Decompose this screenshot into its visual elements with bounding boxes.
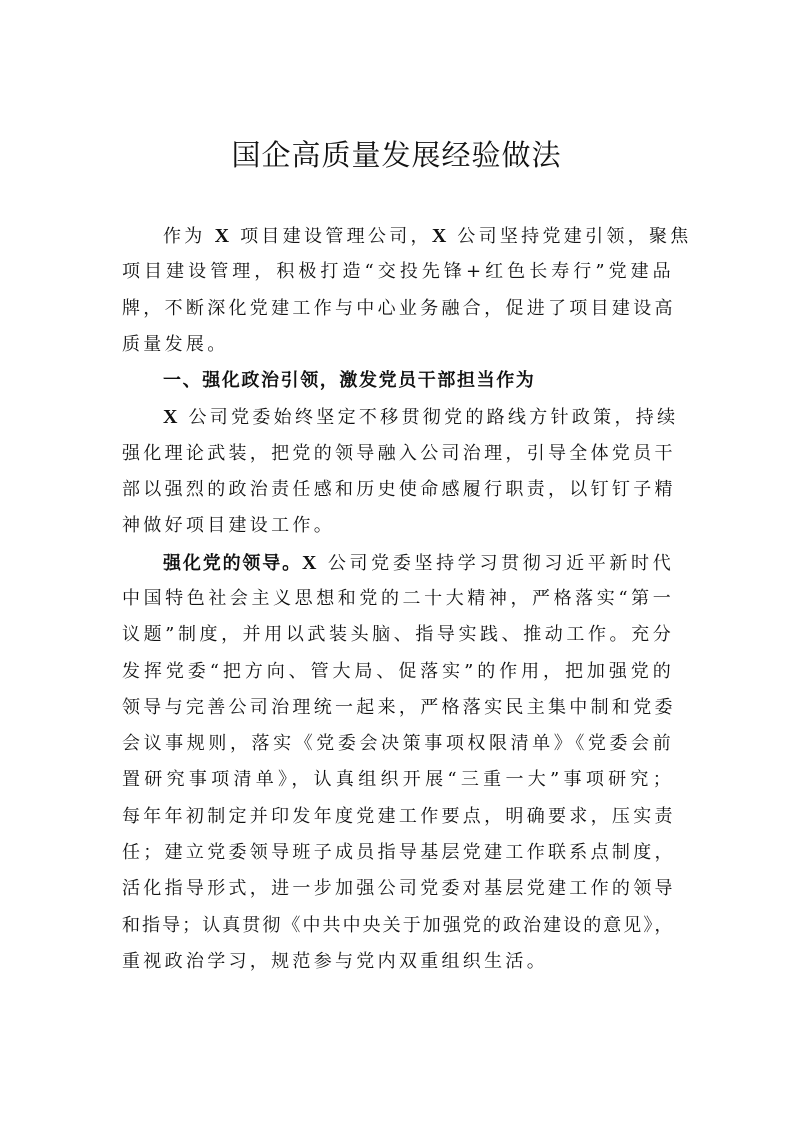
text-line: 会议事规则，落实《党委会决策事项权限清单》《党委会前 xyxy=(122,733,674,755)
text-line: 领导与完善公司治理统一起来，严格落实民主集中制和党委 xyxy=(122,696,676,718)
party-leadership-paragraph xyxy=(122,545,674,981)
text-line: 部以强烈的政治责任感和历史使命感履行职责，以钉钉子精 xyxy=(122,479,676,501)
intro-paragraph xyxy=(122,218,692,363)
text-line: 任；建立党委领导班子成员指导基层党建工作联系点制度， xyxy=(122,842,676,864)
company-x-label: X xyxy=(214,225,232,247)
document-title: 国企高质量发展经验做法 xyxy=(231,138,562,172)
text-line xyxy=(122,399,679,435)
text-line: 置研究事项清单》，认真组织开展“三重一大”事项研究； xyxy=(122,769,674,791)
text-line: 和指导；认真贯彻《中共中央关于加强党的政治建设的意见》， xyxy=(122,914,674,936)
text-line: 牌，不断深化党建工作与中心业务融合，促进了项目建设高 xyxy=(122,297,676,319)
text-line: 中国特色社会主义思想和党的二十大精神，严格落实“第一 xyxy=(122,587,674,609)
text-line: 活化指导形式，进一步加强公司党委对基层党建工作的领导 xyxy=(122,878,676,900)
text-line: 每年年初制定并印发年度党建工作要点，明确要求，压实责 xyxy=(122,805,676,827)
text-line: 项目建设管理，积极打造“交投先锋+红色长寿行”党建品 xyxy=(122,261,674,283)
text-line: 发挥党委“把方向、管大局、促落实”的作用，把加强党的 xyxy=(122,660,674,682)
text-segment: 项目建设管理公司， xyxy=(231,226,432,247)
section-intro-paragraph xyxy=(122,399,679,544)
text-line xyxy=(122,218,692,254)
text-segment: 公司党委坚持学习贯彻习近平新时代 xyxy=(318,552,675,574)
section-heading: 一、强化政治引领，激发党员干部担当作为 xyxy=(163,370,536,392)
company-x-label: X xyxy=(302,551,319,574)
text-line: 强化理论武装，把党的领导融入公司治理，引导全体党员干 xyxy=(122,442,676,464)
document-body xyxy=(122,218,692,980)
text-line: 神做好项目建设工作。 xyxy=(122,515,335,537)
text-line xyxy=(122,545,674,581)
company-x-label: X xyxy=(163,406,180,429)
text-segment: 公司坚持党建引领，聚焦 xyxy=(448,226,692,247)
text-segment: 公司党委始终坚定不移贯彻党的路线方针政策，持续 xyxy=(179,407,679,429)
text-line: 重视政治学习，规范参与党内双重组织生活。 xyxy=(122,950,548,972)
text-line: 质量发展。 xyxy=(122,333,229,355)
text-line: 议题”制度，并用以武装头脑、指导实践、推动工作。充分 xyxy=(122,624,674,646)
company-x-label: X xyxy=(431,225,449,247)
text-segment: 作为 xyxy=(163,226,215,247)
paragraph-lead: 强化党的领导。 xyxy=(163,552,303,574)
